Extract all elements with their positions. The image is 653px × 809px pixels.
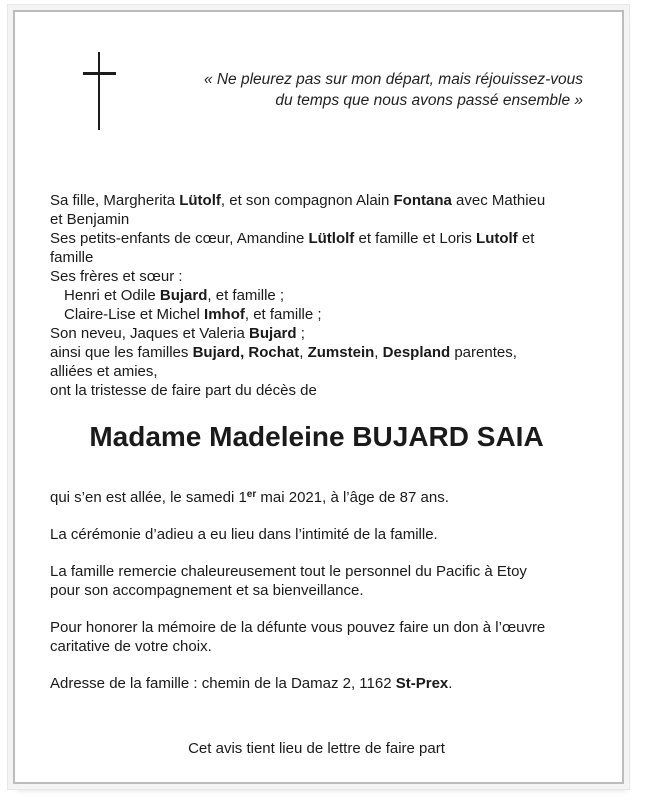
family-address: Adresse de la famille : chemin de la Damaz 2, 1162 St-Prex. xyxy=(50,675,453,692)
passing-line: qui s’en est allée, le samedi 1er mai 2021, à l’âge de 87 ans. xyxy=(50,489,449,506)
thanks-line1: La famille remercie chaleureusement tout le personnel du Pacific à Etoy xyxy=(50,563,527,580)
legal-notice: Cet avis tient lieu de lettre de faire part xyxy=(188,740,445,757)
donation-paragraph xyxy=(50,618,583,656)
memorial-quote xyxy=(204,69,583,111)
memorial-quote-line2: du temps que nous avons passé ensemble » xyxy=(275,92,583,109)
deceased-name: Madame Madeleine BUJARD SAIA xyxy=(89,421,544,452)
thanks-paragraph xyxy=(50,562,583,600)
announcement-line: Sa fille, Margherita Lütolf, et son compagnon Alain Fontana avec Mathieu xyxy=(50,192,546,209)
thanks-line2: pour son accompagnement et sa bienveillance. xyxy=(50,582,364,599)
announcement-line: ont la tristesse de faire part du décès de xyxy=(50,382,317,399)
announcement-line: Ses frères et sœur : xyxy=(50,268,183,285)
announcement-line: Ses petits-enfants de cœur, Amandine Lütlolf et famille et Loris Lutolf et xyxy=(50,230,535,247)
cross-icon xyxy=(83,52,116,130)
obituary-content xyxy=(15,12,622,758)
announcement-line: alliées et amies, xyxy=(50,363,158,380)
announcement-line: Son neveu, Jaques et Valeria Bujard ; xyxy=(50,325,305,342)
family-announcement xyxy=(50,191,583,400)
donation-line1: Pour honorer la mémoire de la défunte vous pouvez faire un don à l’œuvre xyxy=(50,619,546,636)
obituary-card xyxy=(13,10,624,784)
header xyxy=(50,12,583,191)
cross-horizontal-bar xyxy=(83,72,116,75)
ceremony-line: La cérémonie d’adieu a eu lieu dans l’intimité de la famille. xyxy=(50,526,438,543)
memorial-quote-line1: « Ne pleurez pas sur mon départ, mais réjouissez-vous xyxy=(203,71,583,88)
announcement-line: et Benjamin xyxy=(50,211,130,228)
announcement-line: Henri et Odile Bujard, et famille ; xyxy=(64,287,285,304)
donation-line2: caritative de votre choix. xyxy=(50,638,212,655)
announcement-line: Claire-Lise et Michel Imhof, et famille ; xyxy=(64,306,322,323)
cross-vertical-bar xyxy=(98,52,100,130)
announcement-line: ainsi que les familles Bujard, Rochat, Zumstein, Despland parentes, xyxy=(50,344,517,361)
announcement-line: famille xyxy=(50,249,94,266)
